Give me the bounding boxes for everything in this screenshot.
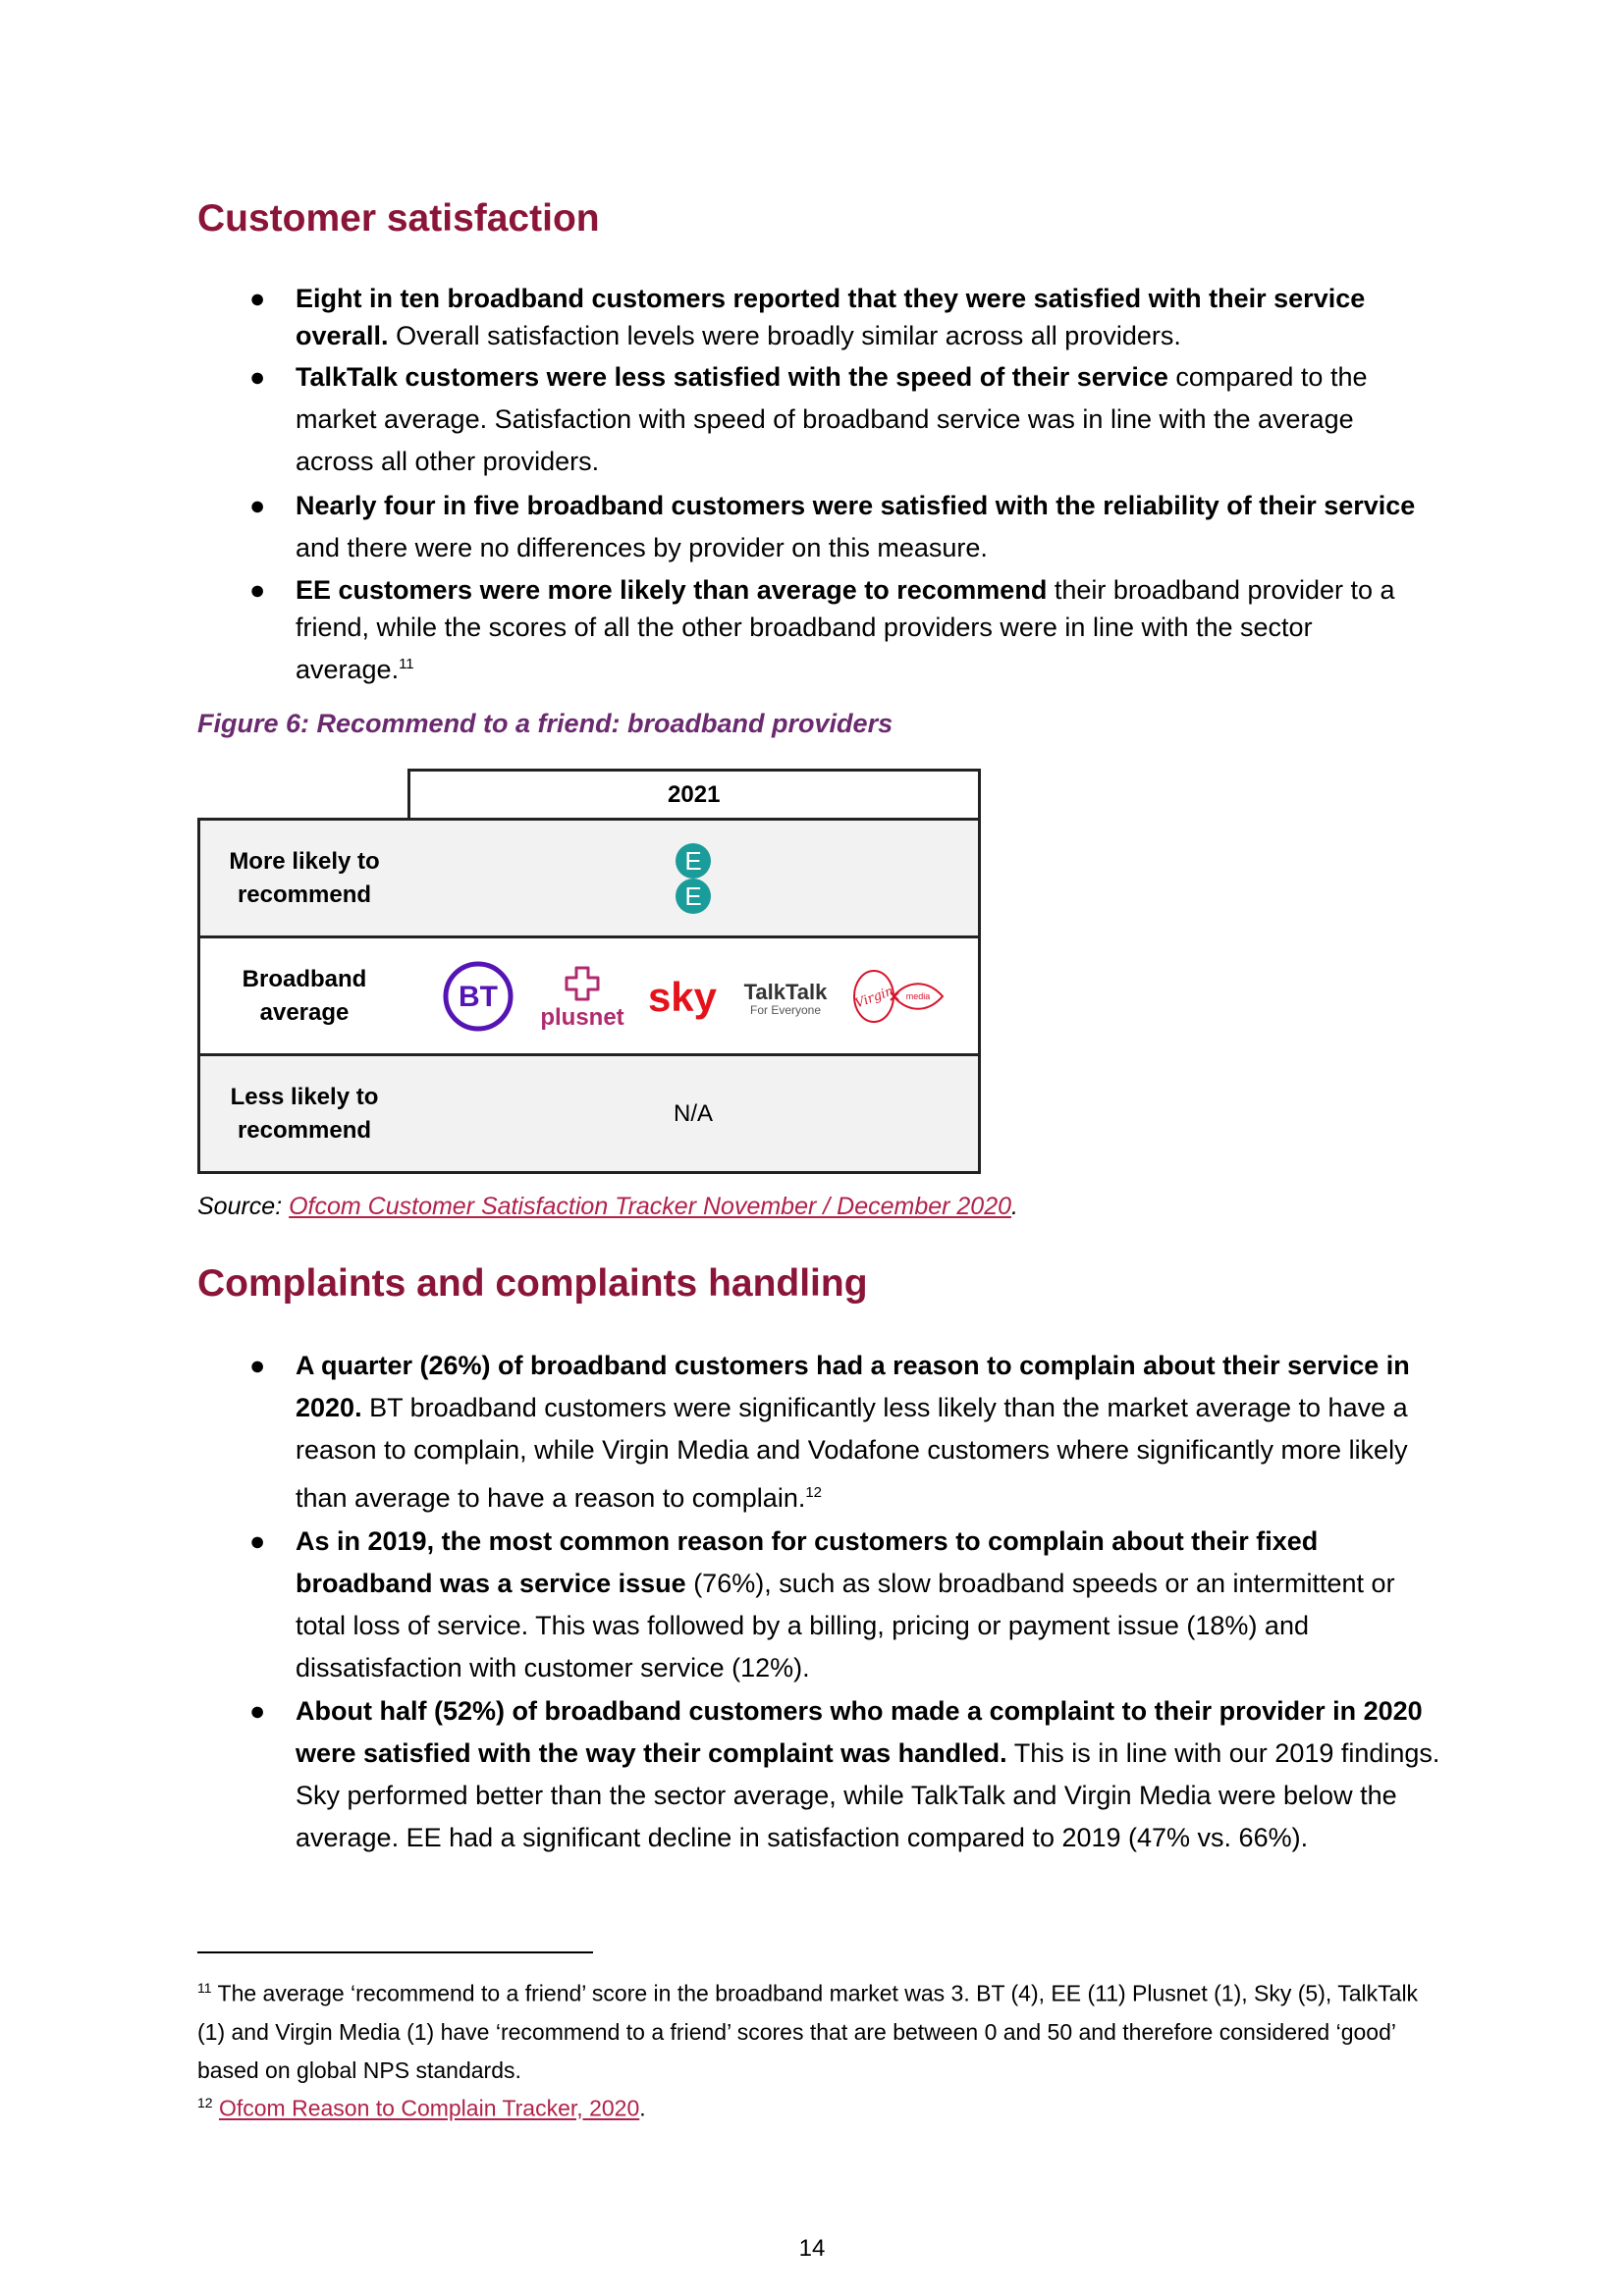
svg-text:TalkTalk: TalkTalk — [743, 979, 828, 1004]
list-item: ● TalkTalk customers were less satisfied with the speed of their service compared to the market average. Satisfaction with speed of broadband service was in line with the average across all other providers. — [296, 356, 1435, 483]
bullet-icon: ● — [249, 362, 266, 392]
section-heading-customer-satisfaction: Customer satisfaction — [197, 197, 600, 240]
figure-source: Source: Ofcom Customer Satisfaction Tracker November / December 2020. — [197, 1193, 1018, 1220]
footnote-divider — [197, 1951, 593, 1953]
page-number: 14 — [798, 2235, 826, 2262]
row-cell-more-likely — [408, 820, 980, 937]
row-label-average: Broadband average — [199, 937, 409, 1055]
bullet-icon: ● — [249, 284, 266, 313]
row-cell-less-likely: N/A — [408, 1055, 980, 1173]
footnote-12: $^{12}$ Ofcom Reason to Complain Tracker, 2020. — [197, 2095, 646, 2121]
ee-logo-icon — [669, 842, 718, 915]
table-corner — [199, 771, 409, 820]
bullet-icon: ● — [249, 1351, 266, 1380]
list-item: ● Eight in ten broadband customers reported that they were satisfied with their service overall. Overall satisfaction levels were broadly similar across all providers. — [296, 280, 1435, 354]
section-heading-complaints: Complaints and complaints handling — [197, 1262, 868, 1305]
sky-logo-icon — [643, 960, 722, 1033]
bullet-icon: ● — [249, 575, 266, 605]
plusnet-logo-icon — [533, 960, 631, 1033]
recommend-table — [197, 769, 981, 1174]
table-row — [199, 937, 980, 1055]
svg-text:sky: sky — [648, 973, 718, 1020]
svg-text:media: media — [905, 990, 930, 1001]
footnote-11: $^{11}$ The average ‘recommend to a friend’ score in the broadband market was 3. BT (4), EE (11) Plusnet (1), Sky (5), TalkTalk (1) and Virgin Media (1) have ‘recommend to a friend’ scores that are between 0 and 50 and therefore considered ‘good’ based on global NPS standards. — [197, 1980, 1419, 2083]
section1-bullet-list — [249, 280, 1435, 688]
list-item: ● EE customers were more likely than average to recommend their broadband provider to a friend, while the scores of all the other broadband providers were in line with the sector average.$^{11}$ — [296, 571, 1435, 688]
virgin-media-logo-icon — [849, 960, 947, 1033]
list-item: ● As in 2019, the most common reason for customers to complain about their fixed broadband was a service issue (76%), such as slow broadband speeds or an intermittent or total loss of service. This was followed by a billing, pricing or payment issue (18%) and dissatisfaction with customer service (12%). — [296, 1521, 1444, 1689]
list-item: ● Nearly four in five broadband customers were satisfied with the reliability of their service and there were no differences by provider on this measure. — [296, 485, 1435, 569]
svg-text:For Everyone: For Everyone — [750, 1002, 822, 1017]
source-link[interactable]: Ofcom Customer Satisfaction Tracker November / December 2020 — [289, 1193, 1012, 1220]
bullet-icon: ● — [249, 1526, 266, 1556]
footnote-link[interactable]: Ofcom Reason to Complain Tracker, 2020 — [218, 2095, 640, 2121]
svg-text:E: E — [684, 845, 702, 876]
column-header-year: 2021 — [408, 771, 980, 820]
svg-text:Virgin: Virgin — [852, 983, 895, 1011]
svg-text:plusnet: plusnet — [540, 1003, 624, 1031]
row-label-more-likely: More likely to recommend — [199, 820, 409, 937]
bullet-icon: ● — [249, 491, 266, 520]
row-label-less-likely: Less likely to recommend — [199, 1055, 409, 1173]
bt-logo-icon — [442, 960, 514, 1033]
svg-text:BT: BT — [459, 980, 498, 1013]
bullet-icon: ● — [249, 1696, 266, 1726]
talktalk-logo-icon — [736, 960, 835, 1033]
svg-text:E: E — [684, 881, 702, 911]
section2-bullet-list — [249, 1345, 1444, 1859]
table-row — [199, 1055, 980, 1173]
list-item: ● About half (52%) of broadband customers who made a complaint to their provider in 2020 were satisfied with the way their complaint was handled. This is in line with our 2019 findings. Sky performed better than the sector average, while TalkTalk and Virgin Media were below the average. EE had a significant decline in satisfaction compared to 2019 (47% vs. 66%). — [296, 1690, 1444, 1859]
list-item: ● A quarter (26%) of broadband customers had a reason to complain about their service in 2020. BT broadband customers were significantly less likely than the market average to have a reason to complain, while Virgin Media and Vodafone customers where significantly more likely than average to have a reason to complain.$^{12}$ — [296, 1345, 1444, 1520]
row-cell-average — [408, 937, 980, 1055]
table-row — [199, 820, 980, 937]
figure-title: Figure 6: Recommend to a friend: broadband providers — [197, 709, 893, 738]
